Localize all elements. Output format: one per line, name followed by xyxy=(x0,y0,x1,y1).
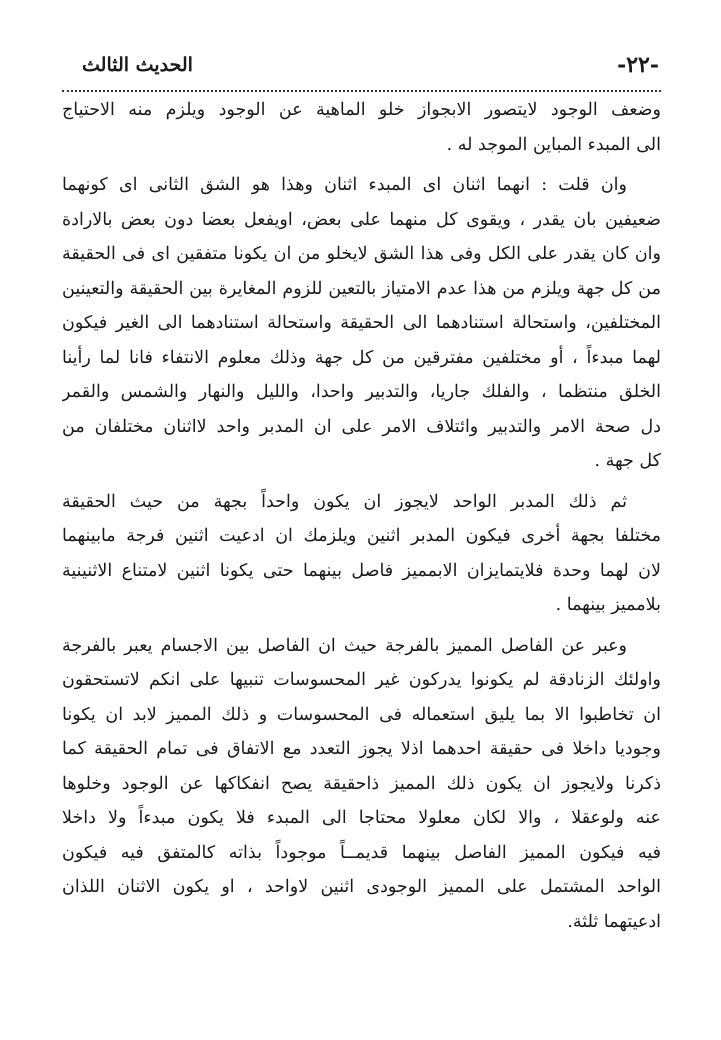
text-line: وان قلت : انهما اثنان اى المبدء اثنان وهذا هو الشق الثانى اى كونهما xyxy=(62,175,627,195)
paragraph xyxy=(62,485,661,623)
paragraph xyxy=(62,168,661,479)
text-line: ان تخاطبوا الا بما يليق استعماله فى المحسوسات و ذلك المميز لابد ان يكونا xyxy=(62,704,661,725)
text-line: وعبر عن الفاصل المميز بالفرجة حيث ان الفاصل بين الاجسام يعبر بالفرجة xyxy=(62,635,627,656)
text-line: ضعيفين بان يقدر ، ويقوى كل منهما على بعض، اويفعل بعضا دون بعض بالارادة xyxy=(62,209,661,230)
text-line: المختلفين، واستحالة استنادهما الى الحقيقة واستحالة استنادهما الى الغير فيكون xyxy=(62,313,661,333)
text-line: بلامميز بينهما . xyxy=(555,595,661,615)
text-line: ذكرنا ولايجوز ان يكون ذلك المميز ذاحقيقة يصح انفكاكها عن الوجود وخلوها xyxy=(62,773,661,794)
text-line: مختلفا بجهة أخرى فيكون المدبر اثنين ويلزمك ان ادعيت اثنين فرجة مابينهما xyxy=(62,526,661,546)
text-line: فيه فيكون المميز الفاصل بينهما قديمــاً موجوداً بذاته كالمتفق فيه فيكون xyxy=(62,842,661,863)
page-header xyxy=(62,52,659,88)
text-line: لان لهما وحدة فلايتمايزان الابمميز فاصل بينهما حتى يكونا اثنين لامتناع الاثنينية xyxy=(62,560,661,581)
header-divider xyxy=(62,90,661,92)
text-line: واولئك الزنادقة لم يكونوا يدركون غير المحسوسات تنبيها على انكم لاتستحقون xyxy=(62,670,661,690)
text-line: وضعف الوجود لايتصور الابجواز خلو الماهية عن الوجود ويلزم منه الاحتياج xyxy=(62,100,661,120)
text-line: الخلق منتظما ، والفلك جاريا، والتدبير واحدا، والليل والنهار والشمس والقمر xyxy=(62,382,661,402)
text-line: من كل جهة ويلزم من هذا عدم الامتياز بالتعين للزوم المغايرة بين الحقيقة والتعينين xyxy=(62,278,661,299)
text-line: الى المبدء المباين الموجد له . xyxy=(446,134,661,155)
paragraph xyxy=(62,629,661,940)
text-line: كل جهة . xyxy=(594,451,661,471)
text-line: ثم ذلك المدبر الواحد لايجوز ان يكون واحداً بجهة من حيث الحقيقة xyxy=(62,491,627,512)
text-line: وجوديا داخلا فى حقيقة احدهما اذلا يجوز التعدد مع الاتفاق فى تمام الحقيقة كما xyxy=(62,739,661,759)
body-text xyxy=(62,93,661,939)
text-line: عنه ولوعقلا ، والا لكان معلولا محتاجا الى المبدء فلا يكون مبدءاً ولا داخلا xyxy=(62,808,661,828)
page-number: -٢٢- xyxy=(617,52,659,78)
text-line: وان كان يقدر على الكل وفى هذا الشق لايخلو من ان يكونا متفقين اى فى الحقيقة xyxy=(62,244,661,264)
text-line: لهما مبدءاً ، أو مختلفين مفترقين من كل جهة وذلك معلوم الانتفاء فانا لما رأينا xyxy=(62,347,661,368)
text-line: دل صحة الامر والتدبير وائتلاف الامر على ان المدبر واحد لااثنان مختلفان من xyxy=(62,416,661,437)
running-title: الحديث الثالث xyxy=(82,54,193,76)
text-line: الواحد المشتمل على المميز الوجودى اثنين لاواحد ، او يكون الاثنان اللذان xyxy=(62,877,661,897)
text-line: ادعيتهما ثلثة. xyxy=(567,911,661,932)
paragraph xyxy=(62,93,661,162)
